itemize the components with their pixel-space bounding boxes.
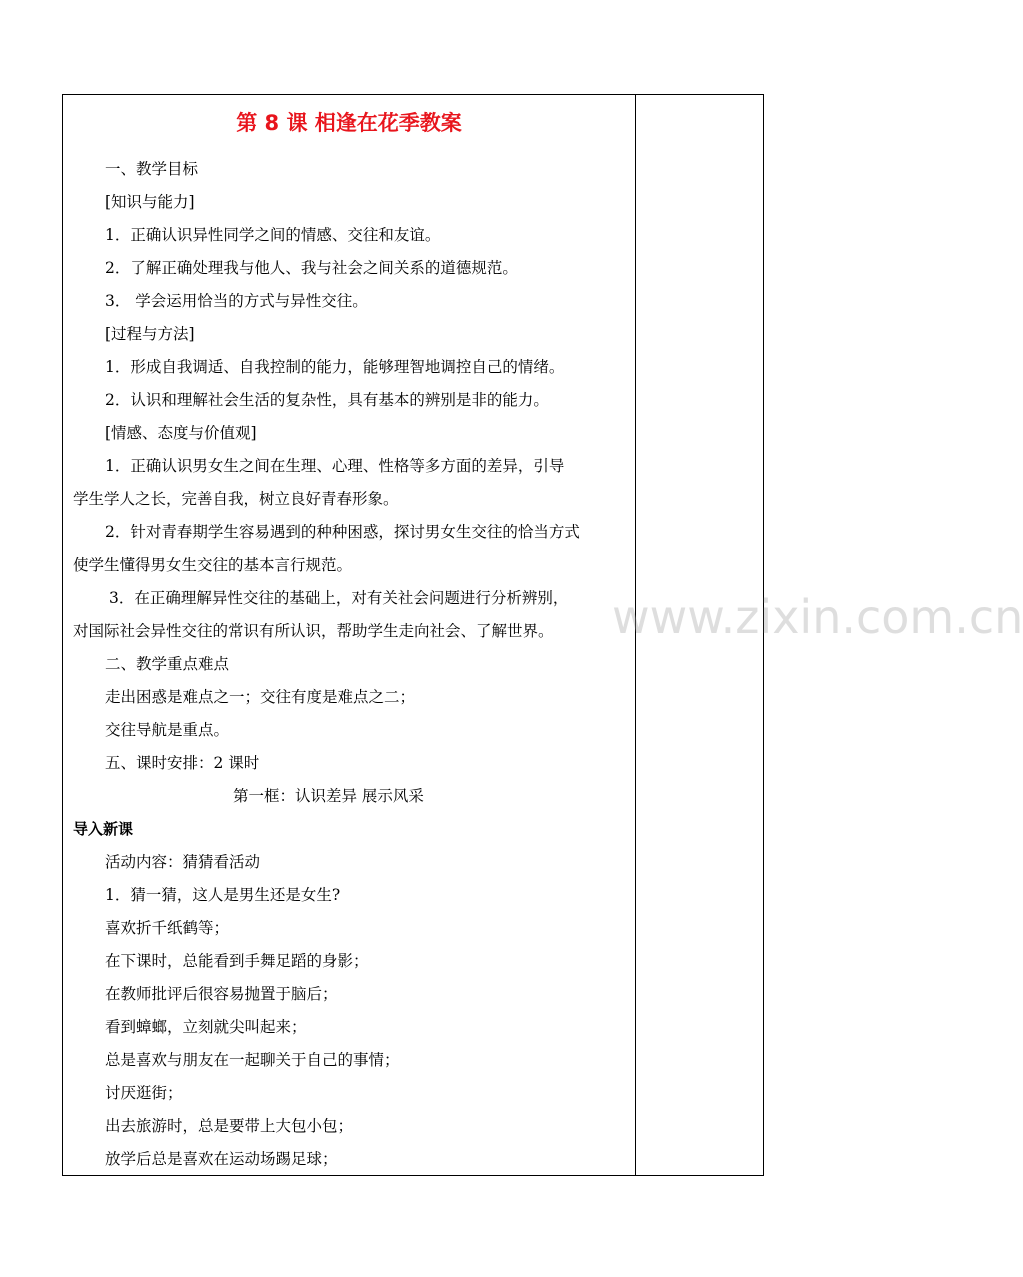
text-line: 出去旅游时，总是要带上大包小包； (105, 1117, 354, 1135)
text-line: 在下课时，总能看到手舞足蹈的身影； (105, 952, 369, 970)
section-heading-schedule: 五、课时安排：2 课时 (105, 754, 260, 772)
text-line: 对国际社会异性交往的常识有所认识，帮助学生走向社会、了解世界。 (73, 622, 554, 640)
text-line: 在教师批评后很容易抛置于脑后； (105, 985, 338, 1003)
watermark: www.zixin.com.cn (612, 590, 1023, 644)
text-line: 3．在正确理解异性交往的基础上，对有关社会问题进行分析辨别， (109, 589, 569, 607)
subheading-values: [情感、态度与价值观] (105, 424, 257, 442)
text-line: 2．认识和理解社会生活的复杂性，具有基本的辨别是非的能力。 (105, 391, 549, 409)
subheading-knowledge: [知识与能力] (105, 193, 195, 211)
text-line: 2．了解正确处理我与他人、我与社会之间关系的道德规范。 (105, 259, 518, 277)
text-line: 1．正确认识男女生之间在生理、心理、性格等多方面的差异，引导 (105, 457, 565, 475)
text-line: 使学生懂得男女生交往的基本言行规范。 (73, 556, 353, 574)
section-heading-keypoints: 二、教学重点难点 (105, 655, 230, 673)
text-line: 1．猜一猜，这人是男生还是女生? (105, 886, 341, 904)
text-line: 1．正确认识异性同学之间的情感、交往和友谊。 (105, 226, 441, 244)
text-line: 喜欢折千纸鹤等； (105, 919, 230, 937)
section-heading-objectives: 一、教学目标 (105, 160, 199, 178)
text-line: 放学后总是喜欢在运动场踢足球； (105, 1150, 338, 1168)
section-heading-intro: 导入新课 (73, 820, 134, 838)
text-line: 走出困惑是难点之一；交往有度是难点之二； (105, 688, 416, 706)
subsection-title: 第一框：认识差异 展示风采 (233, 787, 424, 805)
text-line: 学生学人之长，完善自我，树立良好青春形象。 (73, 490, 399, 508)
text-line: 讨厌逛街； (105, 1084, 183, 1102)
text-line: 3． 学会运用恰当的方式与异性交往。 (105, 292, 368, 310)
text-line: 1．形成自我调适、自我控制的能力，能够理智地调控自己的情绪。 (105, 358, 565, 376)
text-line: 总是喜欢与朋友在一起聊关于自己的事情； (105, 1051, 400, 1069)
text-line: 交往导航是重点。 (105, 721, 230, 739)
page-title: 第 8 课 相逢在花季教案 (236, 111, 462, 135)
text-line: 2．针对青春期学生容易遇到的种种困惑，探讨男女生交往的恰当方式 (105, 523, 580, 541)
text-line: 活动内容：猜猜看活动 (105, 853, 261, 871)
text-line: 看到蟑螂，立刻就尖叫起来； (105, 1018, 307, 1036)
subheading-process: [过程与方法] (105, 325, 195, 343)
